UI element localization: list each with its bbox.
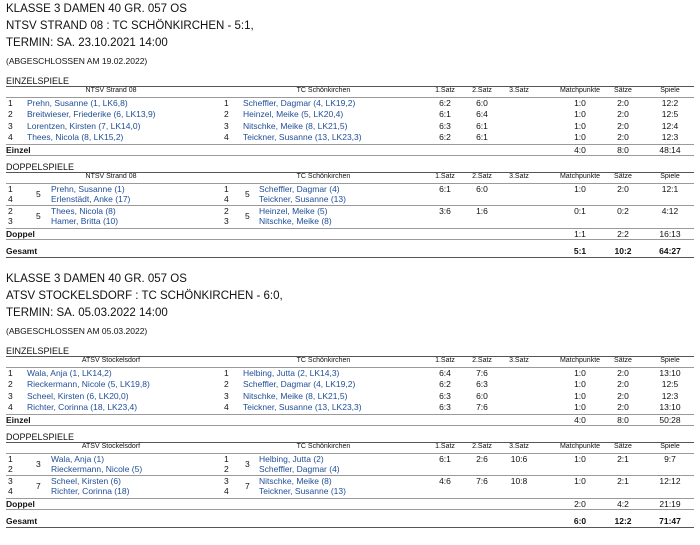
grand-total-mp: 5:1: [573, 246, 587, 256]
player-number: 1: [224, 368, 229, 378]
player-link[interactable]: Teickner, Susanne (13, LK23,3): [243, 402, 362, 413]
player-number: 3: [8, 390, 13, 401]
score-sets: 2:0: [617, 109, 629, 120]
player-number: 3: [8, 120, 13, 131]
player-link[interactable]: Scheel, Kirsten (6, LK20,0): [27, 390, 129, 401]
player-number: 4: [8, 132, 13, 143]
score-games: 12:12: [659, 475, 681, 486]
score-s2: 6:3: [476, 379, 488, 390]
pair-number: 3: [224, 215, 229, 226]
table-rule: [6, 257, 694, 258]
doubles-total-mp: 1:1: [574, 229, 586, 239]
table-rule: [6, 155, 694, 156]
match-title: KLASSE 3 DAMEN 40 GR. 057 OS: [6, 3, 187, 15]
score-s1: 6:3: [439, 120, 451, 131]
player-link[interactable]: Scheffler, Dagmar (4, LK19,2): [243, 379, 356, 390]
score-s1: 6:3: [439, 402, 451, 413]
pair-number: 1: [8, 184, 13, 194]
col-home-team: ATSV Stockelsdorf: [81, 357, 141, 364]
score-sets: 2:0: [617, 132, 629, 143]
player-link[interactable]: Heinzel, Meike (5, LK20,4): [243, 109, 344, 120]
score-mp: 1:0: [574, 132, 586, 143]
match-closed: (ABGESCHLOSSEN AM 19.02.2022): [6, 56, 148, 66]
player-link[interactable]: Thees, Nicola (8): [51, 205, 116, 216]
pair-index: 3: [36, 459, 41, 469]
score-s1: 6:1: [439, 454, 451, 464]
player-link[interactable]: Rieckermann, Nicole (5): [51, 464, 143, 474]
player-link[interactable]: Helbing, Jutta (2): [259, 454, 324, 464]
player-link[interactable]: Wala, Anja (1, LK14,2): [27, 368, 112, 378]
col-mp: Matchpunkte: [559, 357, 601, 364]
score-sets: 2:1: [617, 475, 629, 486]
doubles-total-games: 16:13: [659, 229, 681, 239]
score-sets: 2:1: [617, 454, 629, 464]
pair-index: 7: [245, 480, 250, 491]
score-s1: 6:2: [439, 98, 451, 108]
singles-total-label: Einzel: [6, 415, 31, 425]
pair-number: 2: [224, 205, 229, 216]
score-games: 12:3: [661, 132, 679, 143]
match-date: TERMIN: SA. 05.03.2022 14:00: [6, 307, 168, 319]
score-games: 12:5: [661, 109, 679, 120]
player-number: 1: [224, 98, 229, 108]
player-link[interactable]: Nitschke, Meike (8): [259, 215, 332, 226]
table-rule: [6, 239, 694, 240]
pair-number: 4: [8, 485, 13, 496]
score-s2: 6:4: [476, 109, 488, 120]
table-rule: [6, 509, 694, 510]
pair-number: 3: [224, 475, 229, 486]
player-link[interactable]: Prehn, Susanne (1, LK6,8): [27, 98, 128, 108]
score-sets: 2:0: [617, 390, 629, 401]
doubles-total-label: Doppel: [6, 229, 35, 239]
pair-number: 2: [8, 464, 13, 474]
score-s1: 6:2: [439, 379, 451, 390]
player-number: 2: [8, 109, 13, 120]
section-label-doubles: DOPPELSPIELE: [6, 432, 75, 442]
pair-number: 1: [224, 184, 229, 194]
player-link[interactable]: Scheffler, Dagmar (4): [259, 464, 340, 474]
score-sets: 2:0: [617, 368, 629, 378]
score-mp: 1:0: [574, 475, 586, 486]
singles-total-games: 50:28: [659, 415, 681, 425]
doubles-total-games: 21:19: [659, 499, 681, 509]
player-link[interactable]: Lorentzen, Kirsten (7, LK14,0): [27, 120, 141, 131]
singles-total-mp: 4:0: [574, 415, 586, 425]
col-s2: 2.Satz: [472, 173, 492, 180]
grand-total-games: 71:47: [659, 516, 681, 526]
col-home-team: NTSV Strand 08: [85, 87, 137, 94]
score-s2: 6:0: [476, 390, 488, 401]
pair-index: 5: [245, 189, 250, 199]
player-link[interactable]: Breitwieser, Friederike (6, LK13,9): [27, 109, 156, 120]
score-mp: 0:1: [574, 205, 586, 216]
player-number: 2: [224, 379, 229, 390]
col-home-team: NTSV Strand 08: [85, 173, 137, 180]
score-mp: 1:0: [574, 184, 586, 194]
col-s1: 1.Satz: [435, 443, 455, 450]
col-away-team: TC Schönkirchen: [296, 443, 351, 450]
col-away-team: TC Schönkirchen: [296, 357, 351, 364]
score-games: 13:10: [659, 402, 681, 413]
col-games: Spiele: [660, 443, 680, 450]
col-games: Spiele: [660, 87, 680, 94]
player-number: 1: [8, 368, 13, 378]
pair-number: 2: [224, 464, 229, 474]
score-s2: 7:6: [476, 475, 488, 486]
section-label-singles: EINZELSPIELE: [6, 346, 70, 356]
match-date: TERMIN: SA. 23.10.2021 14:00: [6, 37, 168, 49]
player-link[interactable]: Scheel, Kirsten (6): [51, 475, 121, 486]
score-mp: 1:0: [574, 390, 586, 401]
col-s2: 2.Satz: [472, 443, 492, 450]
doubles-total-sets: 4:2: [617, 499, 629, 509]
player-number: 2: [8, 379, 13, 390]
score-s2: 7:6: [476, 368, 488, 378]
col-s3: 3.Satz: [509, 173, 529, 180]
col-s1: 1.Satz: [435, 173, 455, 180]
score-games: 12:5: [661, 379, 679, 390]
score-mp: 1:0: [574, 368, 586, 378]
col-sets: Sätze: [614, 443, 632, 450]
col-sets: Sätze: [614, 173, 632, 180]
player-link[interactable]: Richter, Corinna (18, LK23,4): [27, 402, 138, 413]
player-link[interactable]: Helbing, Jutta (2, LK14,3): [243, 368, 340, 378]
doubles-total-label: Doppel: [6, 499, 35, 509]
player-number: 3: [224, 390, 229, 401]
col-sets: Sätze: [614, 87, 632, 94]
player-link[interactable]: Richter, Corinna (18): [51, 485, 130, 496]
score-s2: 1:6: [476, 205, 488, 216]
grand-total-label: Gesamt: [6, 246, 38, 256]
col-away-team: TC Schönkirchen: [296, 173, 351, 180]
col-s2: 2.Satz: [472, 87, 492, 94]
player-link[interactable]: Hamer, Britta (10): [51, 215, 119, 226]
player-number: 4: [224, 132, 229, 143]
player-link[interactable]: Scheffler, Dagmar (4): [259, 184, 340, 194]
col-home-team: ATSV Stockelsdorf: [81, 443, 141, 450]
score-sets: 2:0: [617, 184, 629, 194]
match-closed: (ABGESCHLOSSEN AM 05.03.2022): [6, 326, 148, 336]
player-link[interactable]: Teickner, Susanne (13, LK23,3): [243, 132, 362, 143]
score-s1: 6:1: [439, 184, 451, 194]
singles-total-sets: 8:0: [617, 415, 629, 425]
score-s1: 6:3: [439, 390, 451, 401]
pair-number: 3: [8, 475, 13, 486]
player-link[interactable]: Teickner, Susanne (13): [259, 485, 346, 496]
player-link[interactable]: Scheffler, Dagmar (4, LK19,2): [243, 98, 356, 108]
player-link[interactable]: Nitschke, Meike (8, LK21,5): [243, 390, 348, 401]
player-link[interactable]: Thees, Nicola (8, LK15,2): [27, 132, 124, 143]
player-link[interactable]: Nitschke, Meike (8, LK21,5): [243, 120, 348, 131]
score-s2: 7:6: [476, 402, 488, 413]
score-s2: 6:0: [476, 184, 488, 194]
player-link[interactable]: Nitschke, Meike (8): [259, 475, 332, 486]
score-games: 12:3: [661, 390, 679, 401]
grand-total-games: 64:27: [659, 246, 681, 256]
pair-number: 3: [8, 215, 13, 226]
score-mp: 1:0: [574, 454, 586, 464]
player-number: 1: [8, 98, 13, 108]
section-label-doubles: DOPPELSPIELE: [6, 162, 75, 172]
score-sets: 2:0: [617, 98, 629, 108]
col-games: Spiele: [660, 173, 680, 180]
col-mp: Matchpunkte: [559, 173, 601, 180]
match-teams: NTSV STRAND 08 : TC SCHÖNKIRCHEN - 5:1,: [6, 20, 254, 32]
score-games: 4:12: [661, 205, 679, 216]
score-mp: 1:0: [574, 120, 586, 131]
score-mp: 1:0: [574, 98, 586, 108]
pair-number: 4: [224, 194, 229, 204]
table-rule: [6, 425, 694, 426]
col-s3: 3.Satz: [509, 357, 529, 364]
score-games: 13:10: [659, 368, 681, 378]
score-games: 12:2: [661, 98, 679, 108]
singles-total-label: Einzel: [6, 145, 31, 155]
match-title: KLASSE 3 DAMEN 40 GR. 057 OS: [6, 273, 187, 285]
pair-number: 4: [224, 485, 229, 496]
score-s2: 6:1: [476, 120, 488, 131]
score-s1: 4:6: [439, 475, 451, 486]
score-games: 12:1: [661, 184, 679, 194]
score-sets: 2:0: [617, 379, 629, 390]
score-s1: 6:1: [439, 109, 451, 120]
score-mp: 1:0: [574, 379, 586, 390]
score-games: 12:4: [661, 120, 679, 131]
singles-total-mp: 4:0: [574, 145, 586, 155]
score-s2: 6:1: [476, 132, 488, 143]
pair-index: 5: [36, 189, 41, 199]
pair-number: 1: [224, 454, 229, 464]
score-mp: 1:0: [574, 402, 586, 413]
pair-index: 3: [245, 459, 250, 469]
player-link[interactable]: Rieckermann, Nicole (5, LK19,8): [27, 379, 150, 390]
singles-total-sets: 8:0: [617, 145, 629, 155]
score-s2: 6:0: [476, 98, 488, 108]
col-s3: 3.Satz: [509, 87, 529, 94]
col-s1: 1.Satz: [435, 357, 455, 364]
col-mp: Matchpunkte: [559, 443, 601, 450]
col-sets: Sätze: [614, 357, 632, 364]
player-number: 4: [224, 402, 229, 413]
score-mp: 1:0: [574, 109, 586, 120]
grand-total-mp: 6:0: [573, 516, 587, 526]
col-s3: 3.Satz: [509, 443, 529, 450]
col-s2: 2.Satz: [472, 357, 492, 364]
score-s2: 2:6: [476, 454, 488, 464]
section-label-singles: EINZELSPIELE: [6, 76, 70, 86]
match-teams: ATSV STOCKELSDORF : TC SCHÖNKIRCHEN - 6:0,: [6, 290, 283, 302]
pair-index: 5: [245, 210, 250, 221]
player-link[interactable]: Heinzel, Meike (5): [259, 205, 328, 216]
score-s1: 6:2: [439, 132, 451, 143]
score-s1: 6:4: [439, 368, 451, 378]
score-s3: 10:8: [510, 475, 528, 486]
doubles-total-mp: 2:0: [574, 499, 586, 509]
col-mp: Matchpunkte: [559, 87, 601, 94]
pair-number: 1: [8, 454, 13, 464]
player-number: 2: [224, 109, 229, 120]
col-s1: 1.Satz: [435, 87, 455, 94]
player-number: 4: [8, 402, 13, 413]
col-games: Spiele: [660, 357, 680, 364]
player-link[interactable]: Wala, Anja (1): [51, 454, 105, 464]
pair-number: 2: [8, 205, 13, 216]
col-away-team: TC Schönkirchen: [296, 87, 351, 94]
player-link[interactable]: Prehn, Susanne (1): [51, 184, 125, 194]
player-number: 3: [224, 120, 229, 131]
grand-total-label: Gesamt: [6, 516, 38, 526]
score-games: 9:7: [664, 454, 676, 464]
score-sets: 0:2: [617, 205, 629, 216]
score-sets: 2:0: [617, 402, 629, 413]
pair-number: 4: [8, 194, 13, 204]
table-rule: [6, 527, 694, 528]
singles-total-games: 48:14: [659, 145, 681, 155]
grand-total-sets: 12:2: [614, 516, 632, 526]
pair-index: 7: [36, 480, 41, 491]
grand-total-sets: 10:2: [614, 246, 632, 256]
player-link[interactable]: Erlenstädt, Anke (17): [51, 194, 131, 204]
pair-index: 5: [36, 210, 41, 221]
score-s3: 10:6: [510, 454, 528, 464]
doubles-total-sets: 2:2: [617, 229, 629, 239]
score-s1: 3:6: [439, 205, 451, 216]
score-sets: 2:0: [617, 120, 629, 131]
player-link[interactable]: Teickner, Susanne (13): [259, 194, 346, 204]
